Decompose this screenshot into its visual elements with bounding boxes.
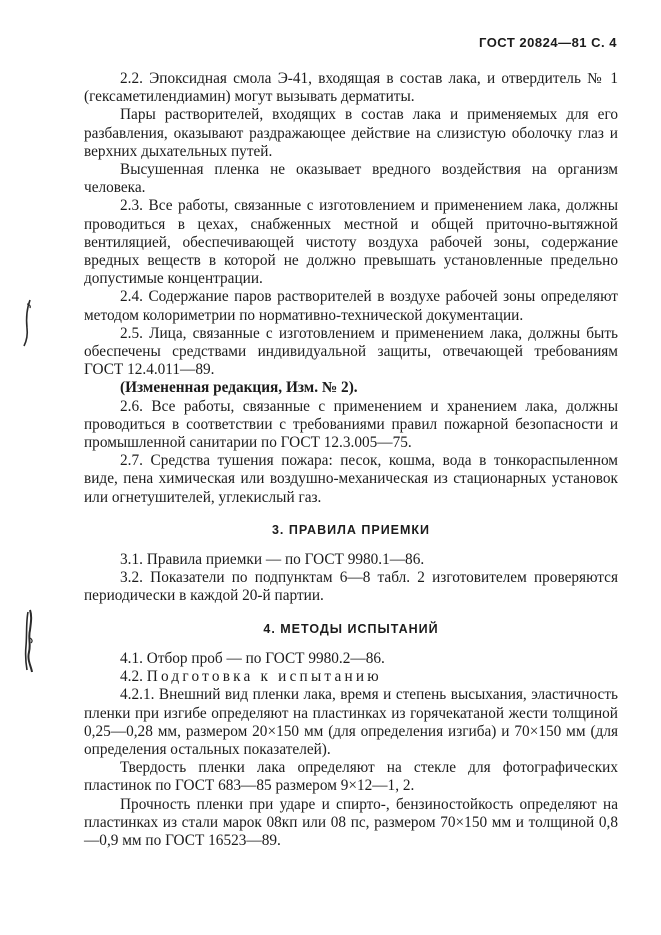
- paragraph-4-1: 4.1. Отбор проб — по ГОСТ 9980.2—86.: [120, 649, 385, 667]
- paragraph-2-6: 2.6. Все работы, связанные с применением и хранением лака, должны проводиться в соответствии с требованиями правил пожарной безопасности и промышленной санитарии по ГОСТ 12.3.005—75.: [84, 397, 618, 452]
- paragraph-3-2: 3.2. Показатели по подпунктам 6—8 табл. 2 изготовителем проверяются периодически в каждой 20-й партии.: [84, 569, 618, 605]
- paragraph-4-2-number: 4.2.: [120, 668, 143, 686]
- paragraph-2-4: 2.4. Содержание паров растворителей в воздухе рабочей зоны определяют методом колориметрии по нормативно-технической документации.: [84, 288, 618, 324]
- paragraph-impact-strength: Прочность пленки при ударе и спирто-, бензиностойкость определяют на пластинках из стали марок 08кп или 08 пс, размером 70×150 мм и толщиной 0,8—0,9 мм по ГОСТ 16523—89.: [84, 795, 618, 849]
- amendment-note: (Измененная редакция, Изм. № 2).: [120, 379, 358, 397]
- paragraph-4-2: [84, 668, 618, 686]
- paragraph-hardness: Твердость пленки лака определяют на стекле для фотографических пластинок по ГОСТ 683—85 размером 9×12—1, 2.: [84, 759, 618, 795]
- margin-mark-1: [18, 298, 40, 348]
- page-header: ГОСТ 20824—81 С. 4: [479, 35, 617, 50]
- paragraph-2-5: 2.5. Лица, связанные с изготовлением и применением лака, должны быть обеспечены средствами индивидуальной защиты, отвечающей требованиям ГОСТ 12.4.011—89.: [84, 324, 618, 379]
- paragraph-2-3: 2.3. Все работы, связанные с изготовлением и применением лака, должны проводиться в цехах, снабженных местной и общей приточно-вытяжной вентиляцией, обеспечивающей чистоту воздуха рабочей зоны, содержание вредных веществ в которой не должно превышать установленные предельно допустимые концентрации.: [84, 197, 618, 288]
- paragraph-solvent-vapors: Пары растворителей, входящих в состав лака и применяемых для его разбавления, оказывают раздражающее действие на слизистую оболочку глаз и верхних дыхательных путей.: [84, 106, 618, 160]
- document-body: [84, 70, 618, 850]
- paragraph-dried-film: Высушенная пленка не оказывает вредного воздействия на организм человека.: [84, 161, 618, 197]
- section-4-title: 4. МЕТОДЫ ИСПЫТАНИЙ: [263, 621, 439, 636]
- paragraph-4-2-1: 4.2.1. Внешний вид пленки лака, время и степень высыхания, эластичность пленки при изгибе определяют на пластинках из горячекатаной жести толщиной 0,25—0,28 мм, размером 20×150 мм (для определения изгиба) и 70×150 мм (для определения остальных показателей).: [84, 686, 618, 758]
- paragraph-2-2: 2.2. Эпоксидная смола Э-41, входящая в состав лака, и отвердитель № 1 (гексаметилендиамин) могут вызывать дерматиты.: [84, 70, 618, 106]
- margin-mark-2: [18, 608, 40, 676]
- paragraph-3-1: 3.1. Правила приемки — по ГОСТ 9980.1—86.: [120, 551, 425, 569]
- paragraph-4-2-heading: Подготовка к испытанию: [146, 668, 382, 686]
- section-3-title: 3. ПРАВИЛА ПРИЕМКИ: [271, 522, 431, 537]
- paragraph-2-7: 2.7. Средства тушения пожара: песок, кошма, вода в тонкораспыленном виде, пена химическая или воздушно-механическая из стационарных установок или огнетушителей, углекислый газ.: [84, 452, 618, 506]
